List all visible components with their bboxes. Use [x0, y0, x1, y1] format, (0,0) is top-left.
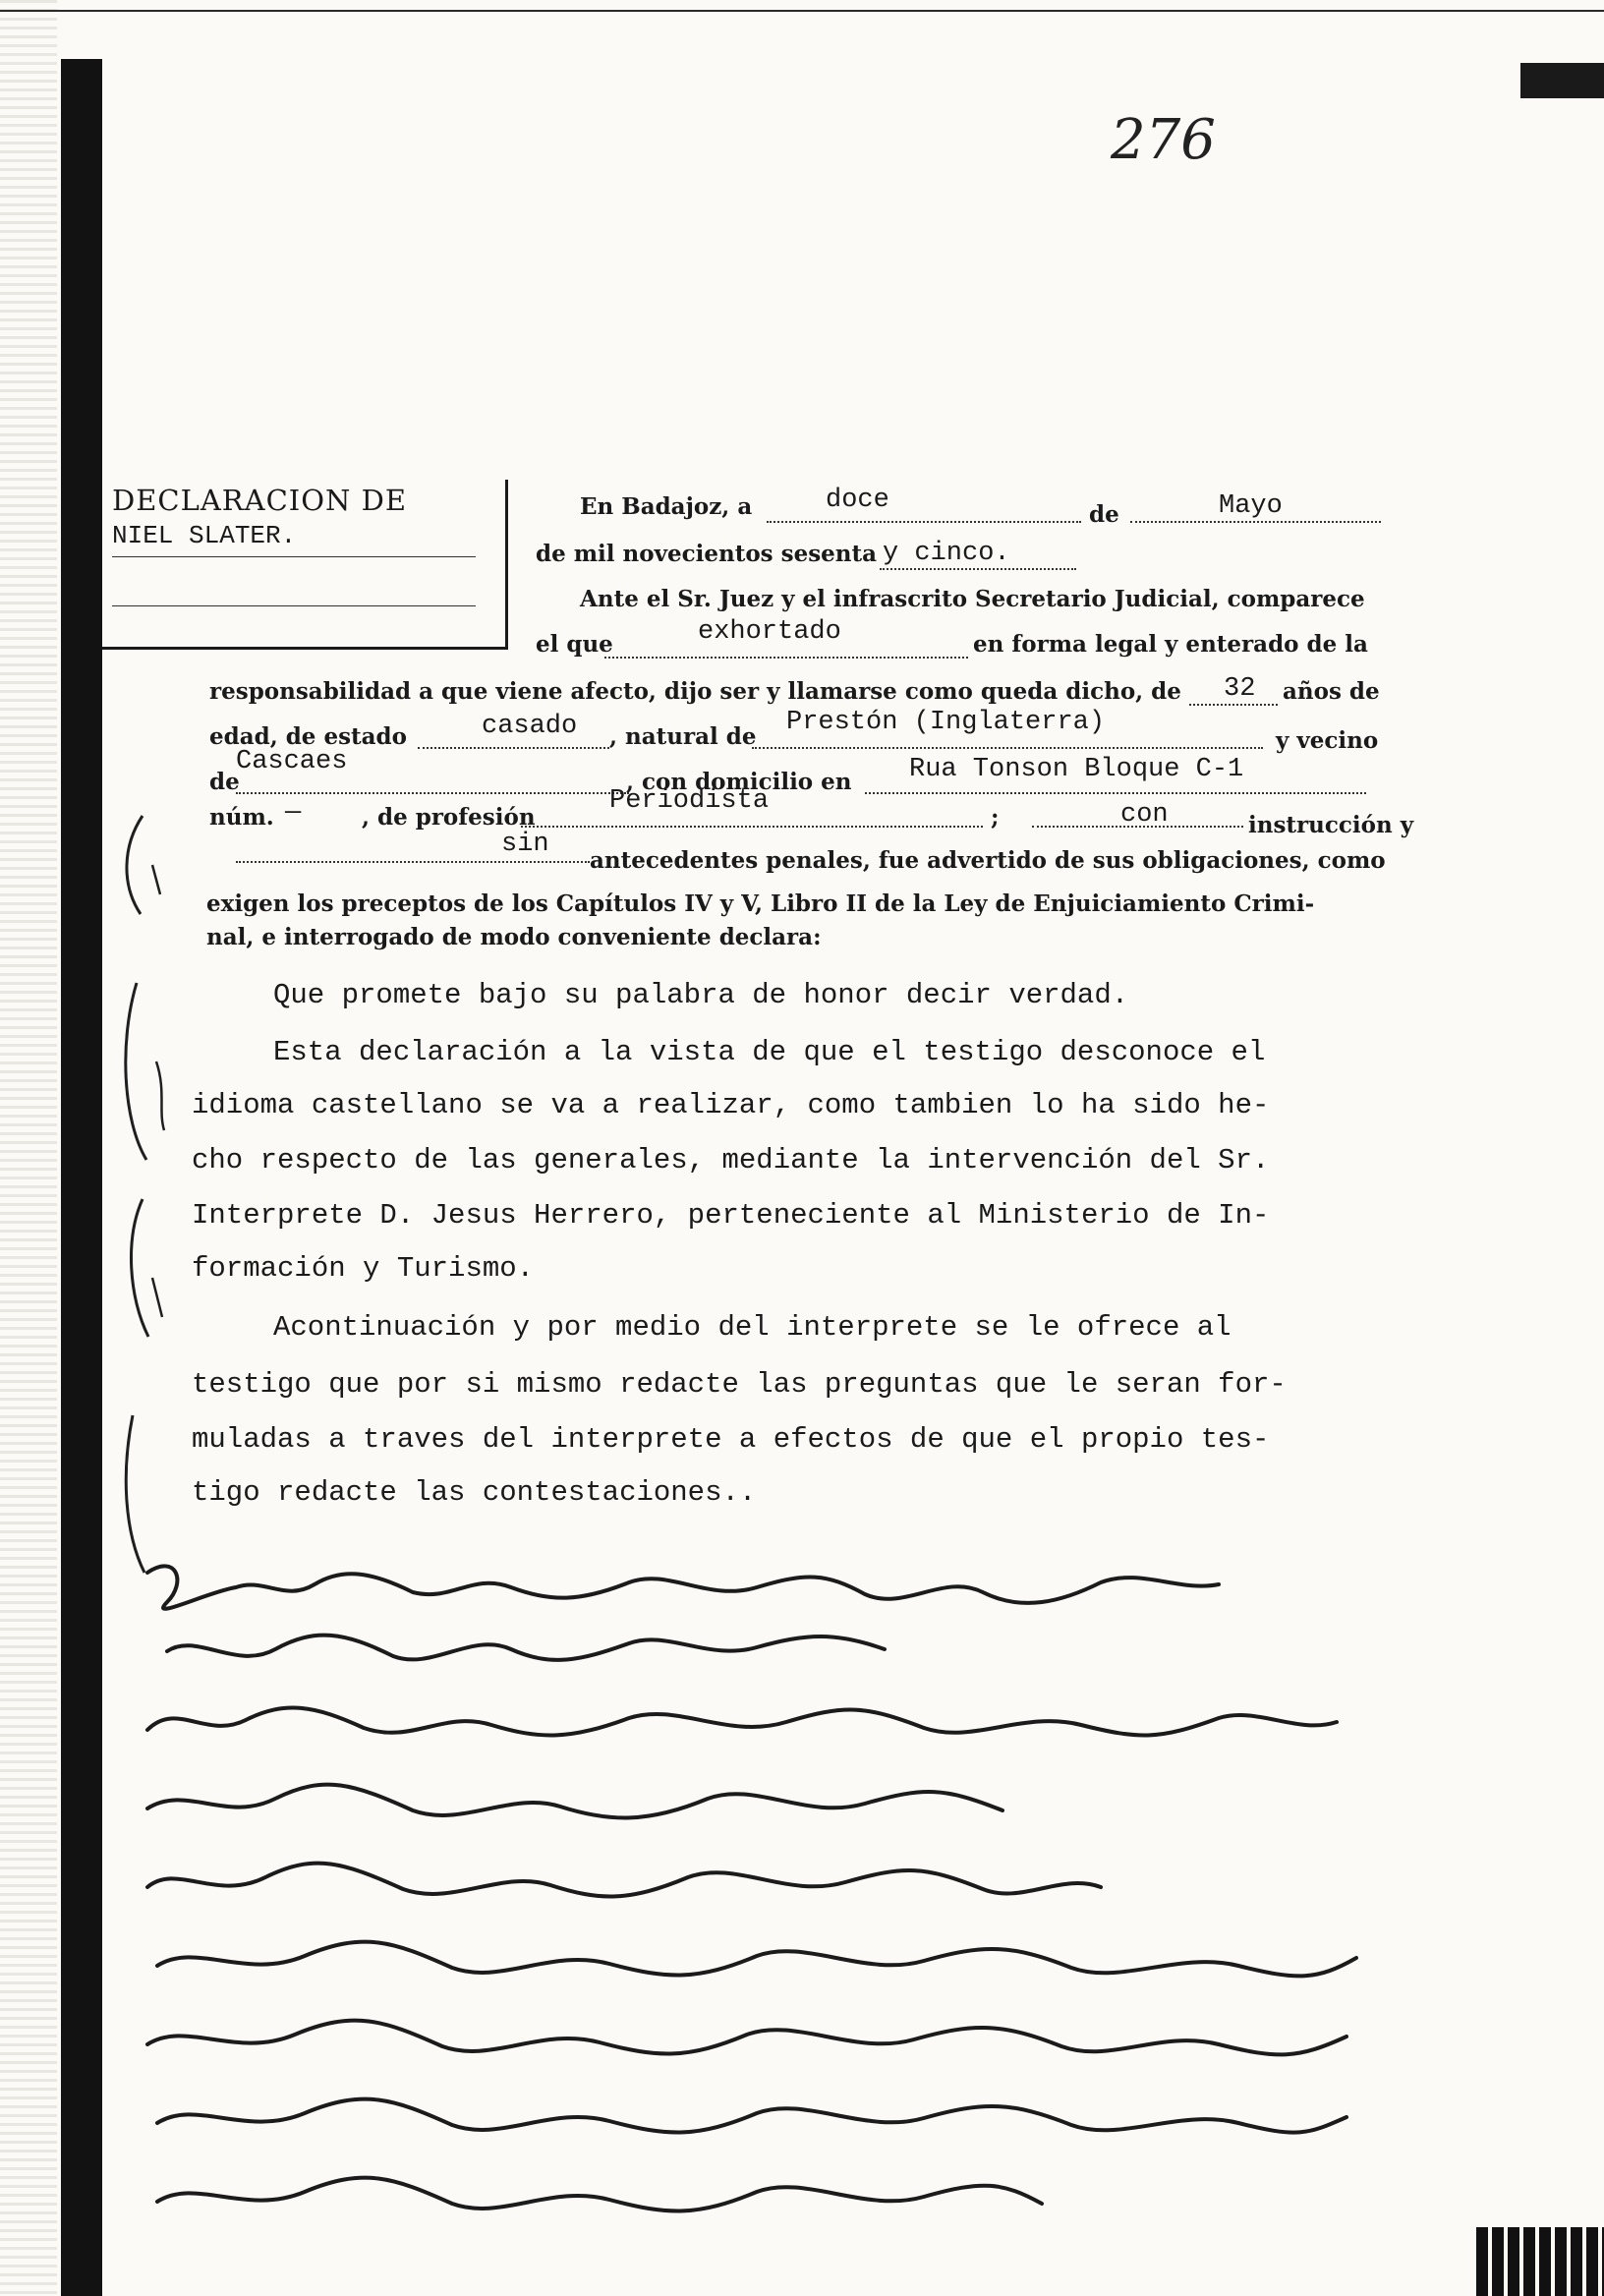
form-age: 32 — [1224, 674, 1256, 704]
form-edad-estado: edad, de estado — [209, 723, 407, 750]
fill-line — [418, 747, 609, 749]
heading-rule — [112, 605, 476, 606]
form-el-que: el que — [536, 631, 613, 658]
form-month: Mayo — [1219, 491, 1283, 521]
typed-line: tigo redacte las contestaciones.. — [192, 1476, 757, 1509]
form-natural-de: , natural de — [609, 723, 757, 750]
typed-line: cho respecto de las generales, mediante la intervención del Sr. — [192, 1144, 1270, 1177]
fill-line — [604, 657, 968, 659]
form-responsabilidad: responsabilidad a que viene afecto, dijo ser y llamarse como queda dicho, de — [209, 678, 1181, 705]
heading-line-2: NIEL SLATER. — [112, 521, 297, 550]
heading-line-1: DECLARACION DE — [112, 484, 408, 517]
fill-line — [1189, 704, 1278, 706]
typed-line: Acontinuación y por medio del interprete se le ofrece al — [273, 1311, 1232, 1344]
form-year-prefix: de mil novecientos sesenta — [536, 541, 878, 567]
form-de: de — [209, 769, 240, 795]
form-birthplace: Prestón (Inglaterra) — [786, 708, 1106, 737]
form-opening: Ante el Sr. Juez y el infrascrito Secretario Judicial, comparece — [580, 586, 1365, 612]
scan-corner-mark — [1520, 63, 1604, 98]
handwritten-statement — [118, 1533, 1455, 2261]
form-forma-legal: en forma legal y enterado de la — [973, 631, 1368, 658]
declaration-heading-box — [102, 480, 508, 650]
form-num-value: — — [285, 798, 302, 828]
typed-line: testigo que por si mismo redacte las preguntas que le seran for- — [192, 1368, 1287, 1401]
form-residence: Cascaes — [236, 747, 348, 776]
scan-top-edge — [0, 10, 1604, 12]
form-y-vecino: y vecino — [1276, 727, 1379, 754]
form-semicolon: ; — [991, 804, 1000, 831]
form-profession: Periodista — [609, 786, 770, 816]
typed-line: muladas a traves del interprete a efectos de que el propio tes- — [192, 1423, 1270, 1456]
form-profesion: , de profesión — [362, 804, 536, 831]
fill-line — [236, 792, 629, 794]
typed-line: Esta declaración a la vista de que el testigo desconoce el — [273, 1036, 1266, 1068]
fill-line — [865, 792, 1366, 794]
form-civil-status: casado — [482, 712, 578, 741]
form-year-suffix: y cinco. — [883, 539, 1010, 568]
form-instruction: con — [1120, 800, 1169, 830]
fill-line — [1130, 521, 1381, 523]
typed-line: Interprete D. Jesus Herrero, perteneciente al Ministerio de In- — [192, 1199, 1270, 1232]
fill-line — [752, 747, 1263, 749]
typed-line: formación y Turismo. — [192, 1252, 535, 1285]
heading-rule — [112, 556, 476, 557]
folio-number: 276 — [1111, 108, 1216, 172]
form-anos-de: años de — [1283, 678, 1380, 705]
form-preceptos: exigen los preceptos de los Capítulos IV y V, Libro II de la Ley de Enjuiciamiento Crimi- — [206, 890, 1315, 917]
form-antecedentes: antecedentes penales, fue advertido de sus obligaciones, como — [590, 847, 1386, 874]
scan-binding-bar — [61, 59, 102, 2296]
fill-line — [236, 861, 590, 863]
form-place: En Badajoz, a — [580, 493, 753, 520]
margin-handwriting — [113, 806, 172, 1592]
form-interrogado: nal, e interrogado de modo conveniente declara: — [206, 924, 822, 950]
fill-line — [521, 826, 983, 828]
form-day: doce — [826, 486, 889, 515]
form-domicilio: , con domicilio en — [626, 769, 852, 795]
form-num: núm. — [209, 804, 274, 831]
typed-line: Que promete bajo su palabra de honor decir verdad. — [273, 979, 1129, 1011]
form-status: exhortado — [698, 617, 841, 647]
form-antecedentes-value: sin — [501, 830, 549, 859]
fill-line — [767, 521, 1081, 523]
form-address: Rua Tonson Bloque C-1 — [909, 755, 1244, 784]
typed-line: idioma castellano se va a realizar, como tambien lo ha sido he- — [192, 1089, 1270, 1121]
form-de: de — [1089, 501, 1119, 528]
form-instruccion-y: instrucción y — [1248, 812, 1414, 838]
fill-line — [880, 568, 1076, 570]
scan-corner-mark-bottom — [1476, 2227, 1604, 2296]
scan-binding-shadow — [0, 0, 57, 2296]
